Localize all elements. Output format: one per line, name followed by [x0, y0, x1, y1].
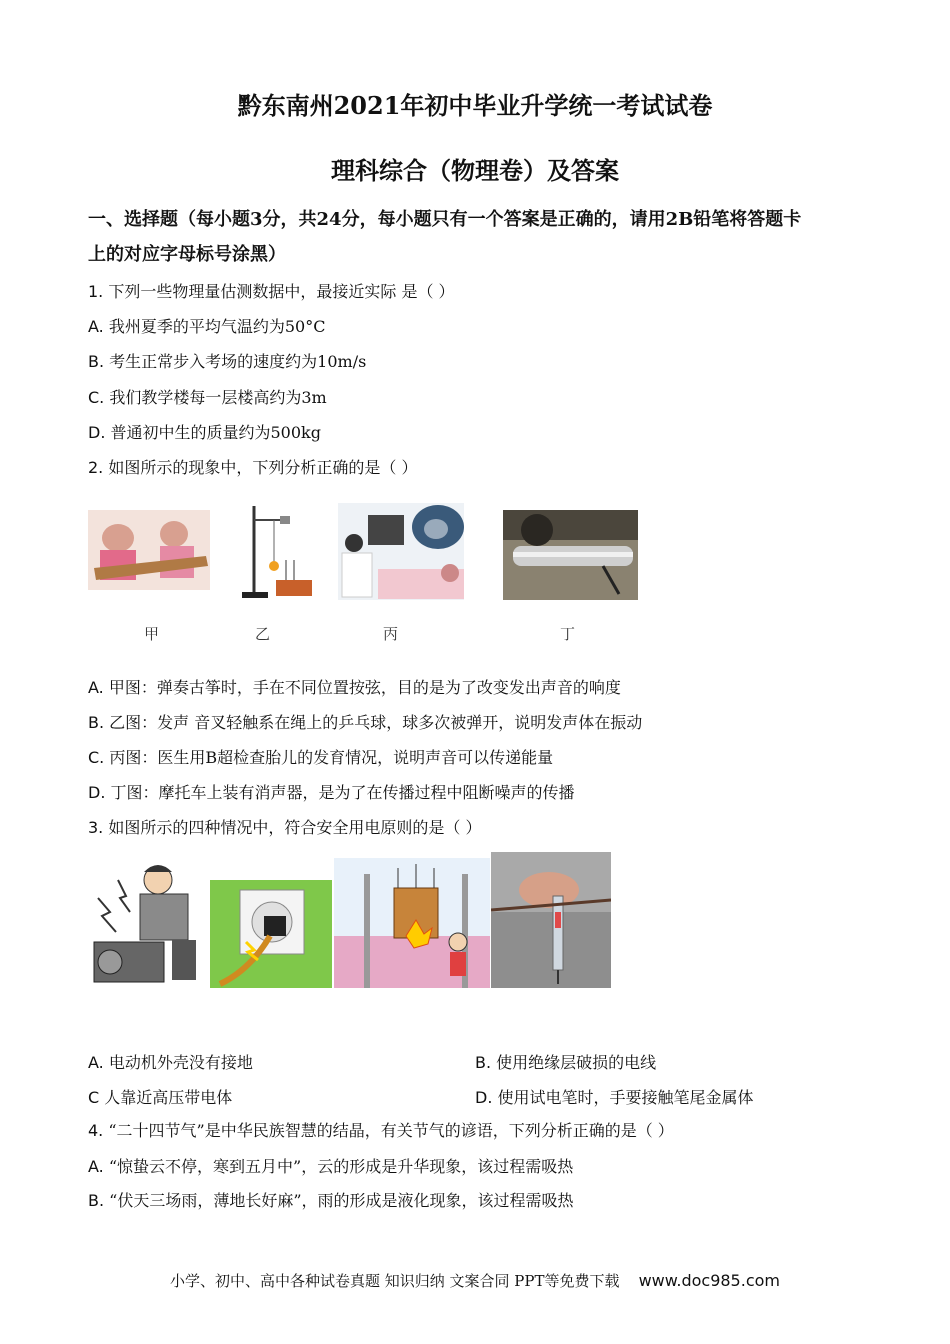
- question-3: [88, 815, 481, 838]
- q3-option-c: [88, 1085, 232, 1108]
- section-heading-line2: 上的对应字母标号涂黑）: [88, 244, 286, 265]
- option-letter: B.: [88, 713, 105, 732]
- q1-option-b: [88, 349, 366, 372]
- question-number: 3.: [88, 818, 104, 837]
- q2-option-a: [88, 675, 621, 698]
- option-letter: D.: [88, 423, 106, 442]
- figure-caption-ding: 丁: [560, 625, 576, 643]
- option-letter: A.: [88, 317, 104, 336]
- option-text: 考生正常步入考场的速度约为10m/s: [109, 352, 367, 371]
- option-text: “伏天三场雨，薄地长好麻”，雨的形成是液化现象，该过程需吸热: [109, 1191, 574, 1210]
- option-letter: B.: [475, 1053, 492, 1072]
- question-1: [88, 279, 455, 302]
- option-text: 我州夏季的平均气温约为50°C: [108, 317, 326, 336]
- page-title: 黔东南州2021年初中毕业升学统一考试试卷: [237, 91, 713, 120]
- footer-text: 小学、初中、高中各种试卷真题 知识归纳 文案合同 PPT等免费下载: [170, 1272, 620, 1290]
- option-letter: C.: [88, 748, 105, 767]
- option-letter: A.: [88, 1053, 104, 1072]
- option-text: 使用绝缘层破损的电线: [496, 1053, 657, 1072]
- q4-option-a: [88, 1154, 573, 1177]
- option-text: 丁图：摩托车上装有消声器，是为了在传播过程中阻断噪声的传播: [110, 783, 575, 802]
- tuning-fork-photo: [236, 502, 316, 600]
- option-letter: A.: [88, 1157, 104, 1176]
- option-letter: D.: [475, 1088, 493, 1107]
- page-footer: [0, 1270, 950, 1291]
- option-letter: A.: [88, 678, 104, 697]
- question-number: 2.: [88, 458, 104, 477]
- option-text: 使用试电笔时，手要接触笔尾金属体: [497, 1088, 754, 1107]
- motor-shock-illustration: [88, 858, 210, 988]
- question-2: [88, 455, 417, 478]
- question-number: 4.: [88, 1121, 104, 1140]
- option-text: “惊蛰云不停，寒到五月中”，云的形成是升华现象，该过程需吸热: [108, 1157, 574, 1176]
- option-text: 丙图：医生用B超检查胎儿的发育情况，说明声音可以传递能量: [109, 748, 554, 767]
- question-number: 1.: [88, 282, 104, 301]
- option-letter: C: [88, 1088, 100, 1107]
- option-letter: C.: [88, 388, 105, 407]
- option-letter: B.: [88, 352, 105, 371]
- option-letter: D.: [88, 783, 106, 802]
- b-ultrasound-photo: [338, 503, 464, 600]
- option-text: 人靠近高压带电体: [104, 1088, 233, 1107]
- q1-option-c: [88, 385, 327, 408]
- q1-option-a: [88, 314, 325, 337]
- q1-option-d: [88, 420, 321, 443]
- question-text: 如图所示的四种情况中，符合安全用电原则的是（ ）: [108, 818, 482, 837]
- option-text: 我们教学楼每一层楼高约为3m: [109, 388, 327, 407]
- option-text: 电动机外壳没有接地: [108, 1053, 253, 1072]
- high-voltage-illustration: [334, 858, 490, 988]
- q3-option-a: [88, 1050, 253, 1073]
- question-text: 如图所示的现象中，下列分析正确的是（ ）: [108, 458, 418, 477]
- motorcycle-muffler-photo: [503, 510, 638, 600]
- figure-caption-jia: 甲: [144, 625, 160, 643]
- question-4: [88, 1118, 674, 1141]
- question-text: “二十四节气”是中华民族智慧的结晶，有关节气的谚语，下列分析正确的是（ ）: [108, 1121, 674, 1140]
- option-text: 普通初中生的质量约为500kg: [110, 423, 321, 442]
- option-letter: B.: [88, 1191, 105, 1210]
- section-heading-line1: 一、选择题（每小题3分，共24分，每小题只有一个答案是正确的，请用2B铅笔将答题卡: [88, 209, 802, 230]
- footer-url[interactable]: www.doc985.com: [638, 1271, 780, 1290]
- q3-option-d: [475, 1085, 754, 1108]
- option-text: 甲图：弹奏古筝时，手在不同位置按弦，目的是为了改变发出声音的响度: [108, 678, 621, 697]
- guzheng-photo: [88, 510, 210, 590]
- q2-option-b: [88, 710, 642, 733]
- q2-option-d: [88, 780, 575, 803]
- question-text: 下列一些物理量估测数据中，最接近实际 是（ ）: [108, 282, 455, 301]
- damaged-wire-illustration: [210, 880, 332, 988]
- q4-option-b: [88, 1188, 574, 1211]
- q3-option-b: [475, 1050, 656, 1073]
- page-subtitle: 理科综合（物理卷）及答案: [331, 156, 619, 185]
- q2-option-c: [88, 745, 553, 768]
- test-pen-photo: [491, 852, 611, 988]
- figure-caption-yi: 乙: [255, 625, 271, 643]
- figure-caption-bing: 丙: [383, 625, 399, 643]
- option-text: 乙图：发声 音叉轻触系在绳上的乒乓球，球多次被弹开，说明发声体在振动: [109, 713, 643, 732]
